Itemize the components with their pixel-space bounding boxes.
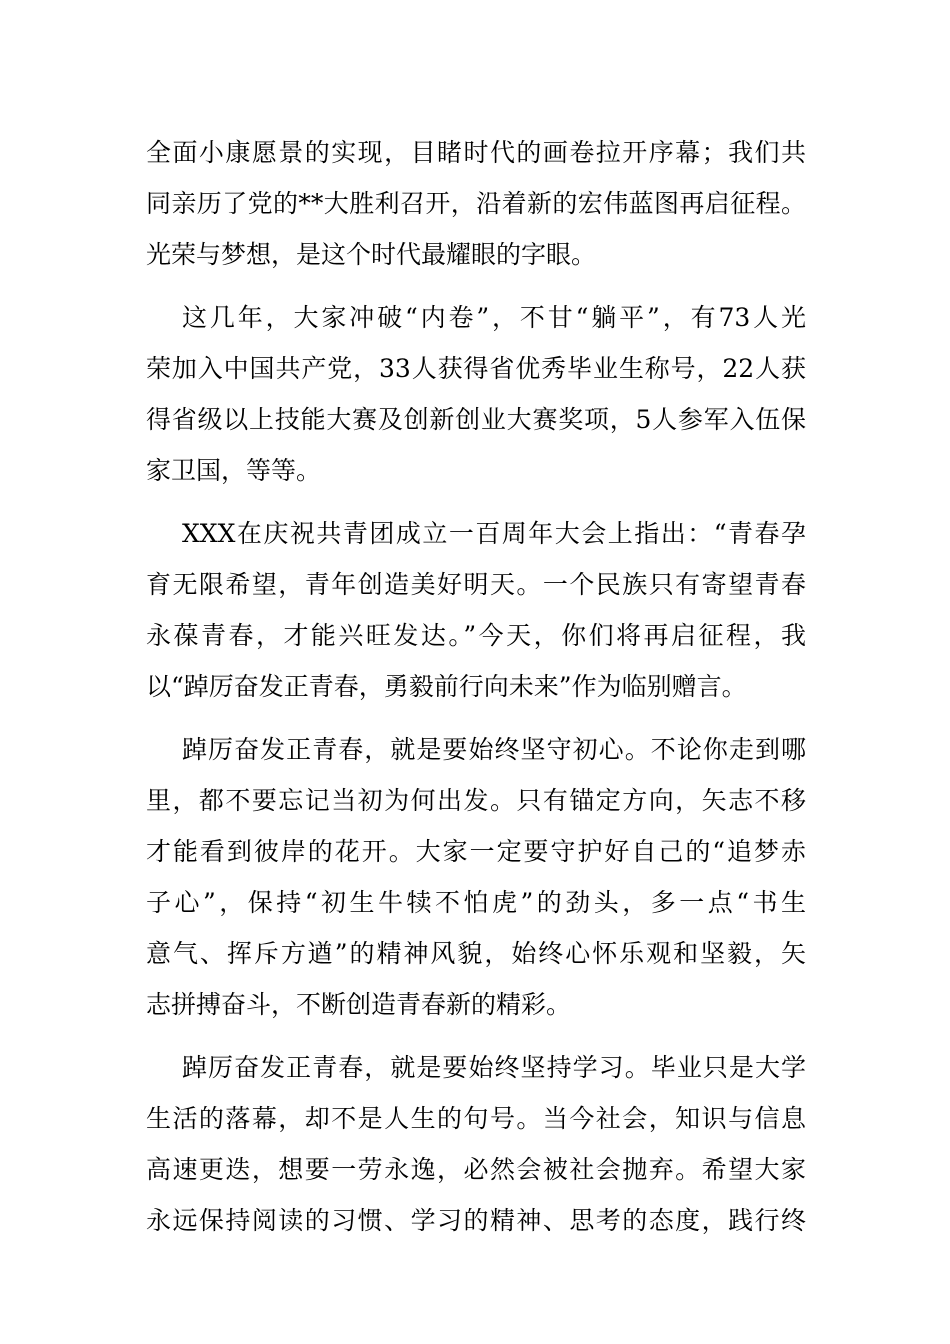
text-line: 踔厉奋发正青春，就是要始终坚持学习。毕业只是大学 bbox=[182, 1053, 806, 1082]
paragraph-4 bbox=[146, 724, 806, 1030]
text-line: 光荣与梦想，是这个时代最耀眼的字眼。 bbox=[146, 240, 597, 269]
text-line: 踔厉奋发正青春，就是要始终坚守初心。不论你走到哪 bbox=[182, 735, 806, 764]
text-line: XXX在庆祝共青团成立一百周年大会上指出：“青春孕 bbox=[182, 519, 806, 548]
paragraph-2 bbox=[146, 292, 806, 496]
text-line: 同亲历了党的**大胜利召开，沿着新的宏伟蓝图再启征程。 bbox=[146, 189, 806, 218]
text-line: 全面小康愿景的实现，目睹时代的画卷拉开序幕；我们共 bbox=[146, 138, 806, 167]
text-line: 永葆青春，才能兴旺发达。”今天，你们将再启征程，我 bbox=[146, 621, 806, 650]
text-line: 生活的落幕，却不是人生的句号。当今社会，知识与信息 bbox=[146, 1104, 806, 1133]
text-line: 子心”，保持“初生牛犊不怕虎”的劲头，多一点“书生 bbox=[146, 888, 806, 917]
text-line: 高速更迭，想要一劳永逸，必然会被社会抛弃。希望大家 bbox=[146, 1155, 806, 1184]
text-line: 家卫国，等等。 bbox=[146, 456, 322, 485]
text-line: 荣加入中国共产党，33人获得省优秀毕业生称号，22人获 bbox=[146, 354, 806, 383]
text-line: 才能看到彼岸的花开。大家一定要守护好自己的“追梦赤 bbox=[146, 837, 806, 866]
paragraph-5 bbox=[146, 1042, 806, 1246]
text-line: 里，都不要忘记当初为何出发。只有锚定方向，矢志不移 bbox=[146, 786, 806, 815]
text-line: 永远保持阅读的习惯、学习的精神、思考的态度，践行终 bbox=[146, 1206, 806, 1235]
text-line: 意气、挥斥方遒”的精神风貌，始终心怀乐观和坚毅，矢 bbox=[146, 939, 806, 968]
paragraph-3 bbox=[146, 508, 806, 712]
text-line: 这几年，大家冲破“内卷”，不甘“躺平”，有73人光 bbox=[182, 303, 806, 332]
paragraph-1 bbox=[146, 127, 806, 280]
text-line: 育无限希望，青年创造美好明天。一个民族只有寄望青春 bbox=[146, 570, 806, 599]
text-line: 得省级以上技能大赛及创新创业大赛奖项，5人参军入伍保 bbox=[146, 405, 806, 434]
text-line: 以“踔厉奋发正青春，勇毅前行向未来”作为临别赠言。 bbox=[146, 672, 747, 701]
text-line: 志拼搏奋斗，不断创造青春新的精彩。 bbox=[146, 990, 572, 1019]
document-body bbox=[146, 127, 806, 1246]
